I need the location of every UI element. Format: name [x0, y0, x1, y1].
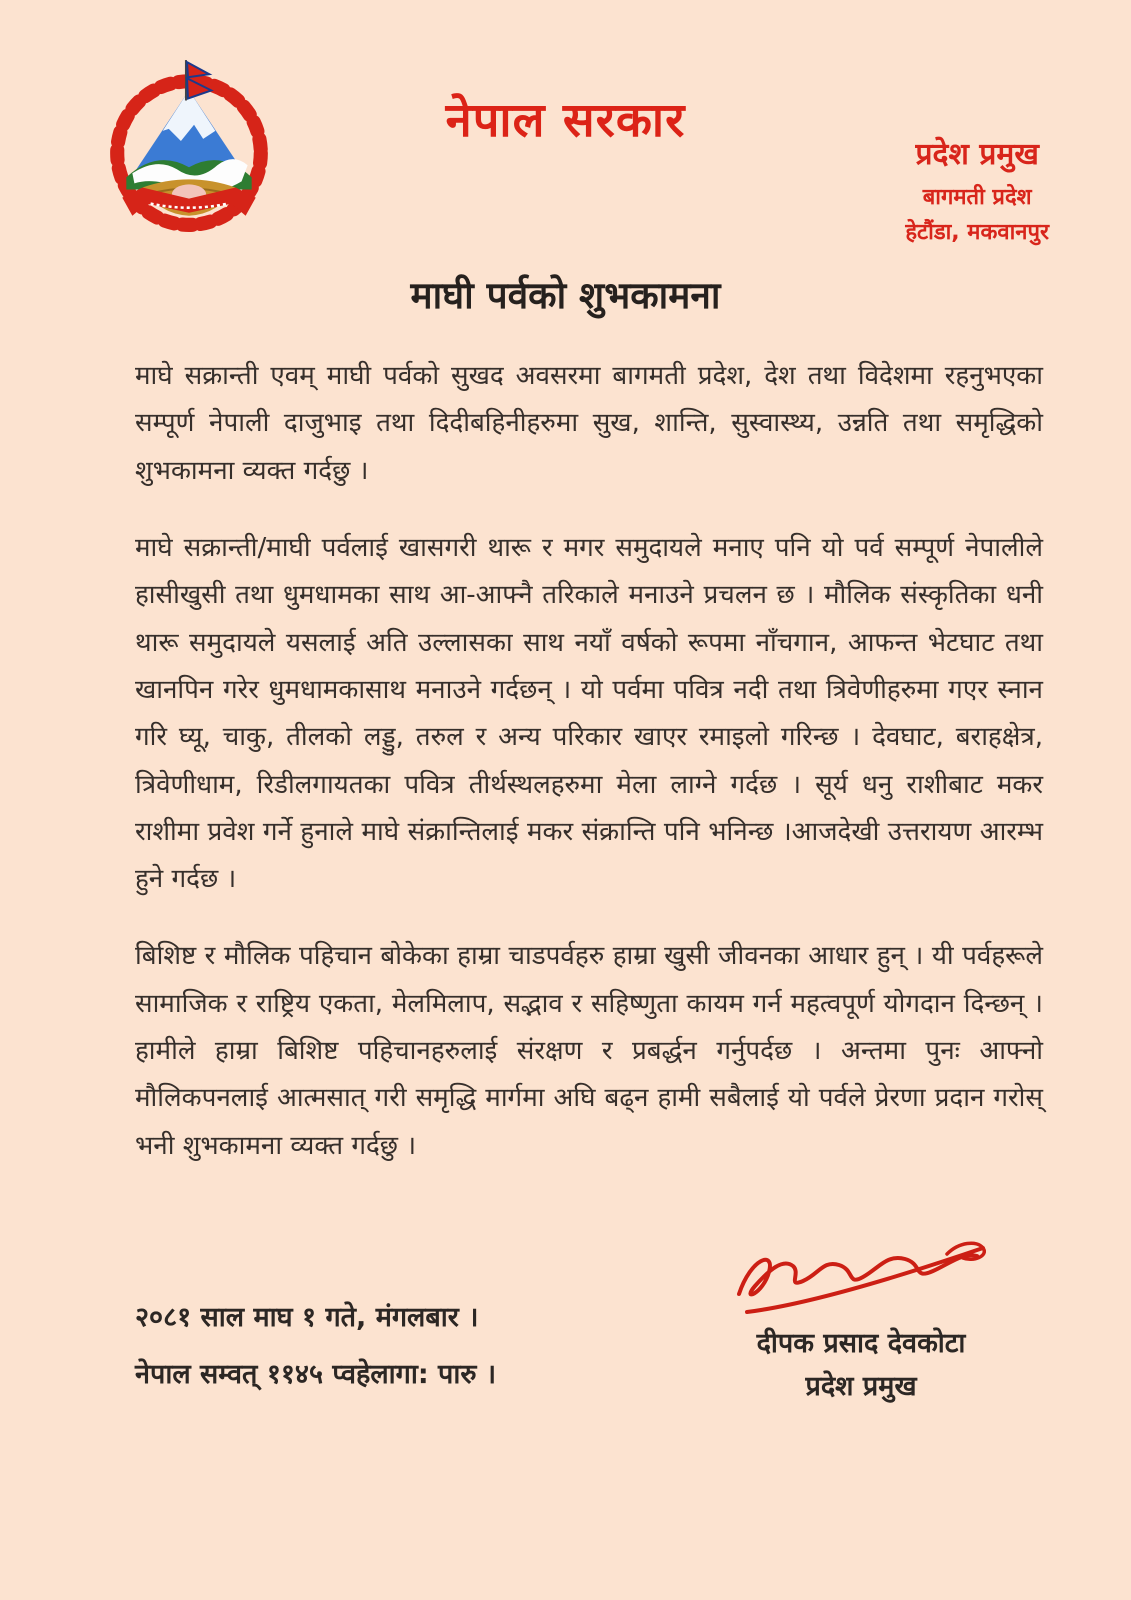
letter-footer — [0, 1200, 1131, 1408]
paragraph-3: बिशिष्ट र मौलिक पहिचान बोकेका हाम्रा चाडपर्वहरु हाम्रा खुसी जीवनका आधार हुन् । यी पर्वहरूले सामाजिक र राष्ट्रिय एकता, मेलमिलाप, सद्भाव र सहिष्णुता कायम गर्न महत्वपूर्ण योगदान दिन्छन् । हामीले हाम्रा बिशिष्ट पहिचानहरुलाई संरक्षण र प्रबर्द्धन गर्नुपर्दछ । अन्तमा पुनः आफ्नो मौलिकपनलाई आत्मसात् गरी समृद्धि मार्गमा अघि बढ्न हामी सबैलाई यो पर्वले प्रेरणा प्रदान गरोस् भनी शुभकामना व्यक्त गर्दछु । — [135, 941, 1043, 1161]
office-head-title: प्रदेश प्रमुख — [915, 137, 1039, 172]
date-line-bs: २०८१ साल माघ १ गते, मंगलबार । — [135, 1302, 479, 1333]
date-block — [135, 1228, 496, 1403]
signature-icon — [711, 1228, 1011, 1328]
signatory-name: दीपक प्रसाद देवकोटा — [756, 1328, 966, 1359]
office-block — [905, 132, 1049, 249]
signatory-title: प्रदेश प्रमुख — [805, 1371, 917, 1403]
letter-body — [0, 319, 1131, 1170]
paragraph-2: माघे सक्रान्ती/माघी पर्वलाई खासगरी थारू र मगर समुदायले मनाए पनि यो पर्व सम्पूर्ण नेपालीले हासीखुसी तथा धुमधामका साथ आ-आफ्नै तरिकाले मनाउने प्रचलन छ । मौलिक संस्कृतिका धनी थारू समुदायले यसलाई अति उल्लासका साथ नयाँ वर्षको रूपमा नाँचगान, आफन्त भेटघाट तथा खानपिन गरेर धुमधामकासाथ मनाउने गर्दछन् । यो पर्वमा पवित्र नदी तथा त्रिवेणीहरुमा गएर स्नान गरि घ्यू, चाकु, तीलको लड्डु, तरुल र अन्य परिकार खाएर रमाइलो गरिन्छ । देवघाट, बराहक्षेत्र, त्रिवेणीधाम, रिडीलगायतका पवित्र तीर्थस्थलहरुमा मेला लाग्ने गर्दछ । सूर्य धनु राशीबाट मकर राशीमा प्रवेश गर्ने हुनाले माघे संक्रान्तिलाई मकर संक्रान्ति पनि भनिन्छ ।आजदेखी उत्तरायण आरम्भ हुने गर्दछ । — [135, 532, 1043, 895]
paragraph-1: माघे सक्रान्ती एवम् माघी पर्वको सुखद अवसरमा बागमती प्रदेश, देश तथा विदेशमा रहनुभएका सम्पूर्ण नेपाली दाजुभाइ तथा दिदीबहिनीहरुमा सुख, शान्ति, सुस्वास्थ्य, उन्नति तथा समृद्धिको शुभकामना व्यक्त गर्दछु । — [135, 361, 1043, 486]
date-line-ns: नेपाल सम्वत् ११४५ प्वहेलागा: पारु । — [135, 1358, 497, 1390]
signature-block — [711, 1228, 1061, 1408]
government-title: नेपाल सरकार — [445, 93, 686, 148]
office-province: बागमती प्रदेश — [922, 185, 1032, 210]
office-location: हेटौंडा, मकवानपुर — [905, 220, 1049, 245]
letter-title: माघी पर्वको शुभकामना — [410, 274, 721, 317]
letter-header — [0, 0, 1131, 260]
